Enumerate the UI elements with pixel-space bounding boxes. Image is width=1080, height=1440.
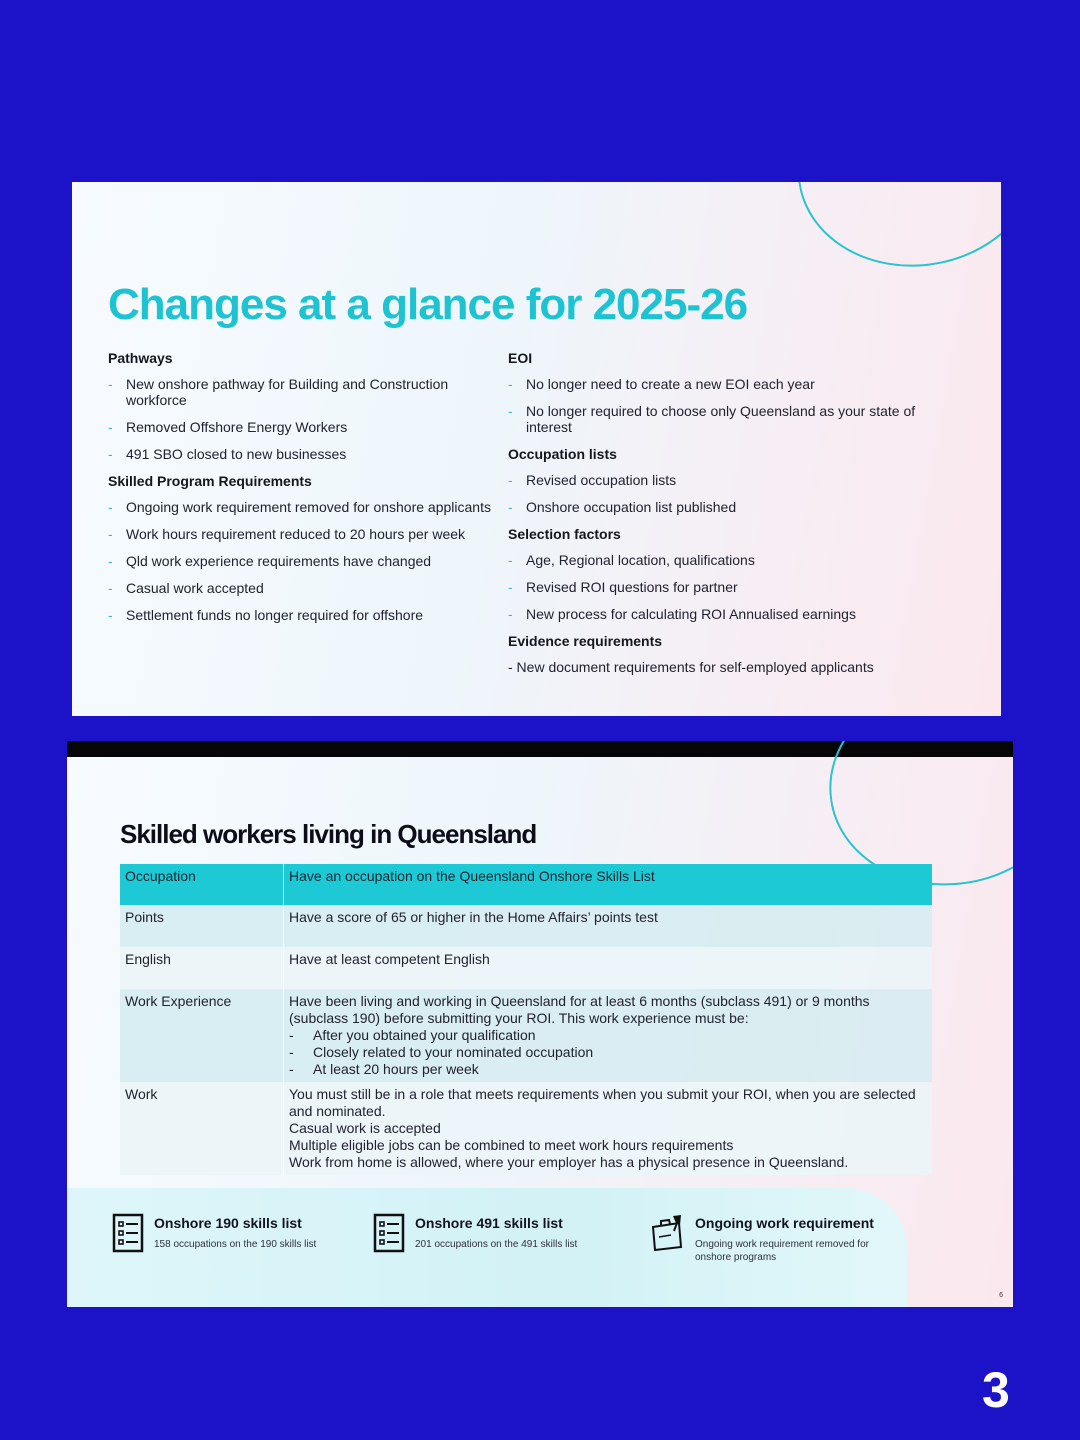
pathways-heading: Pathways	[108, 350, 173, 366]
left-column	[108, 350, 498, 634]
row-value: Have a score of 65 or higher in the Home Affairs’ points test	[284, 905, 933, 947]
sub-item: - At least 20 hours per week	[289, 1061, 479, 1077]
selection-factors-list	[508, 552, 928, 622]
checklist-icon	[373, 1213, 407, 1253]
slide-page-number: 6	[999, 1292, 1003, 1299]
briefcase-pin-icon	[649, 1213, 689, 1253]
list-item: - No longer need to create a new EOI each year	[508, 376, 815, 392]
page-label: 3	[982, 1362, 1010, 1418]
eoi-heading: EOI	[508, 350, 533, 366]
feature-subtitle: 201 occupations on the 491 skills list	[415, 1239, 578, 1250]
feature-title: Ongoing work requirement	[695, 1215, 874, 1231]
list-item: - Revised ROI questions for partner	[508, 579, 738, 595]
list-item: - Work hours requirement reduced to 20 hours per week	[108, 526, 466, 542]
evidence-item: - New document requirements for self-employed applicants	[508, 659, 874, 675]
list-item: - Qld work experience requirements have changed	[108, 553, 432, 569]
feature-subtitle: 158 occupations on the 190 skills list	[154, 1239, 317, 1250]
list-item: - Ongoing work requirement removed for onshore applicants	[108, 499, 491, 515]
row-label: Work Experience	[120, 989, 284, 1082]
row-value: Have been living and working in Queensland for at least 6 months (subclass 491) or 9 months (subclass 190) before submitting your ROI. This work experience must be: - After you obtained your qualification - Closely related to your nominated occupation - At least 20 hours per week	[284, 989, 933, 1082]
list-item: - Onshore occupation list published	[508, 499, 737, 515]
list-item: - Casual work accepted	[108, 580, 264, 596]
list-item: - 491 SBO closed to new businesses	[108, 446, 347, 462]
row-label: English	[120, 947, 284, 989]
skilled-program-heading: Skilled Program Requirements	[108, 473, 312, 489]
table-row	[120, 905, 932, 947]
sub-item: - Closely related to your nominated occupation	[289, 1044, 594, 1060]
slide-title: Skilled workers living in Queensland	[120, 819, 537, 849]
list-item: - No longer required to choose only Queensland as your state of interest	[508, 403, 916, 435]
decorative-curve	[781, 182, 1001, 286]
skilled-program-list	[108, 499, 498, 623]
list-item: - Removed Offshore Energy Workers	[108, 419, 348, 435]
table-row	[120, 989, 932, 1082]
sub-item: - After you obtained your qualification	[289, 1027, 536, 1043]
feature-subtitle: Ongoing work requirement removed for onshore programs	[695, 1239, 869, 1263]
list-item: - Settlement funds no longer required for offshore	[108, 607, 424, 623]
table-row	[120, 947, 932, 989]
row-value: Have at least competent English	[284, 947, 933, 989]
slide-skilled-workers	[67, 741, 1013, 1307]
table-row	[120, 864, 932, 905]
list-item: - New onshore pathway for Building and Construction workforce	[108, 376, 449, 408]
feature-title: Onshore 491 skills list	[415, 1215, 563, 1231]
selection-factors-heading: Selection factors	[508, 526, 621, 542]
row-label: Work	[120, 1082, 284, 1175]
row-value: Have an occupation on the Queensland Onshore Skills List	[284, 864, 933, 905]
requirements-table	[120, 864, 932, 1175]
pathways-list	[108, 376, 498, 462]
table-row	[120, 1082, 932, 1175]
right-column	[508, 350, 928, 675]
row-label: Occupation	[120, 864, 284, 905]
occupation-lists-heading: Occupation lists	[508, 446, 617, 462]
list-item: - Revised occupation lists	[508, 472, 677, 488]
occupation-list	[508, 472, 928, 515]
eoi-list	[508, 376, 928, 435]
evidence-requirements-heading: Evidence requirements	[508, 633, 663, 649]
list-item: - New process for calculating ROI Annualised earnings	[508, 606, 856, 622]
row-value: You must still be in a role that meets requirements when you submit your ROI, when you are selected and nominated. Casual work is accepted Multiple eligible jobs can be combined to meet work hours requirements Work from home is allowed, where your employer has a physical presence in Queensland.	[284, 1082, 933, 1175]
slide-title: Changes at a glance for 2025-26	[108, 280, 748, 329]
slide-changes-at-a-glance	[72, 182, 1001, 716]
checklist-icon	[112, 1213, 146, 1253]
row-label: Points	[120, 905, 284, 947]
list-item: - Age, Regional location, qualifications	[508, 552, 755, 568]
feature-title: Onshore 190 skills list	[154, 1215, 302, 1231]
